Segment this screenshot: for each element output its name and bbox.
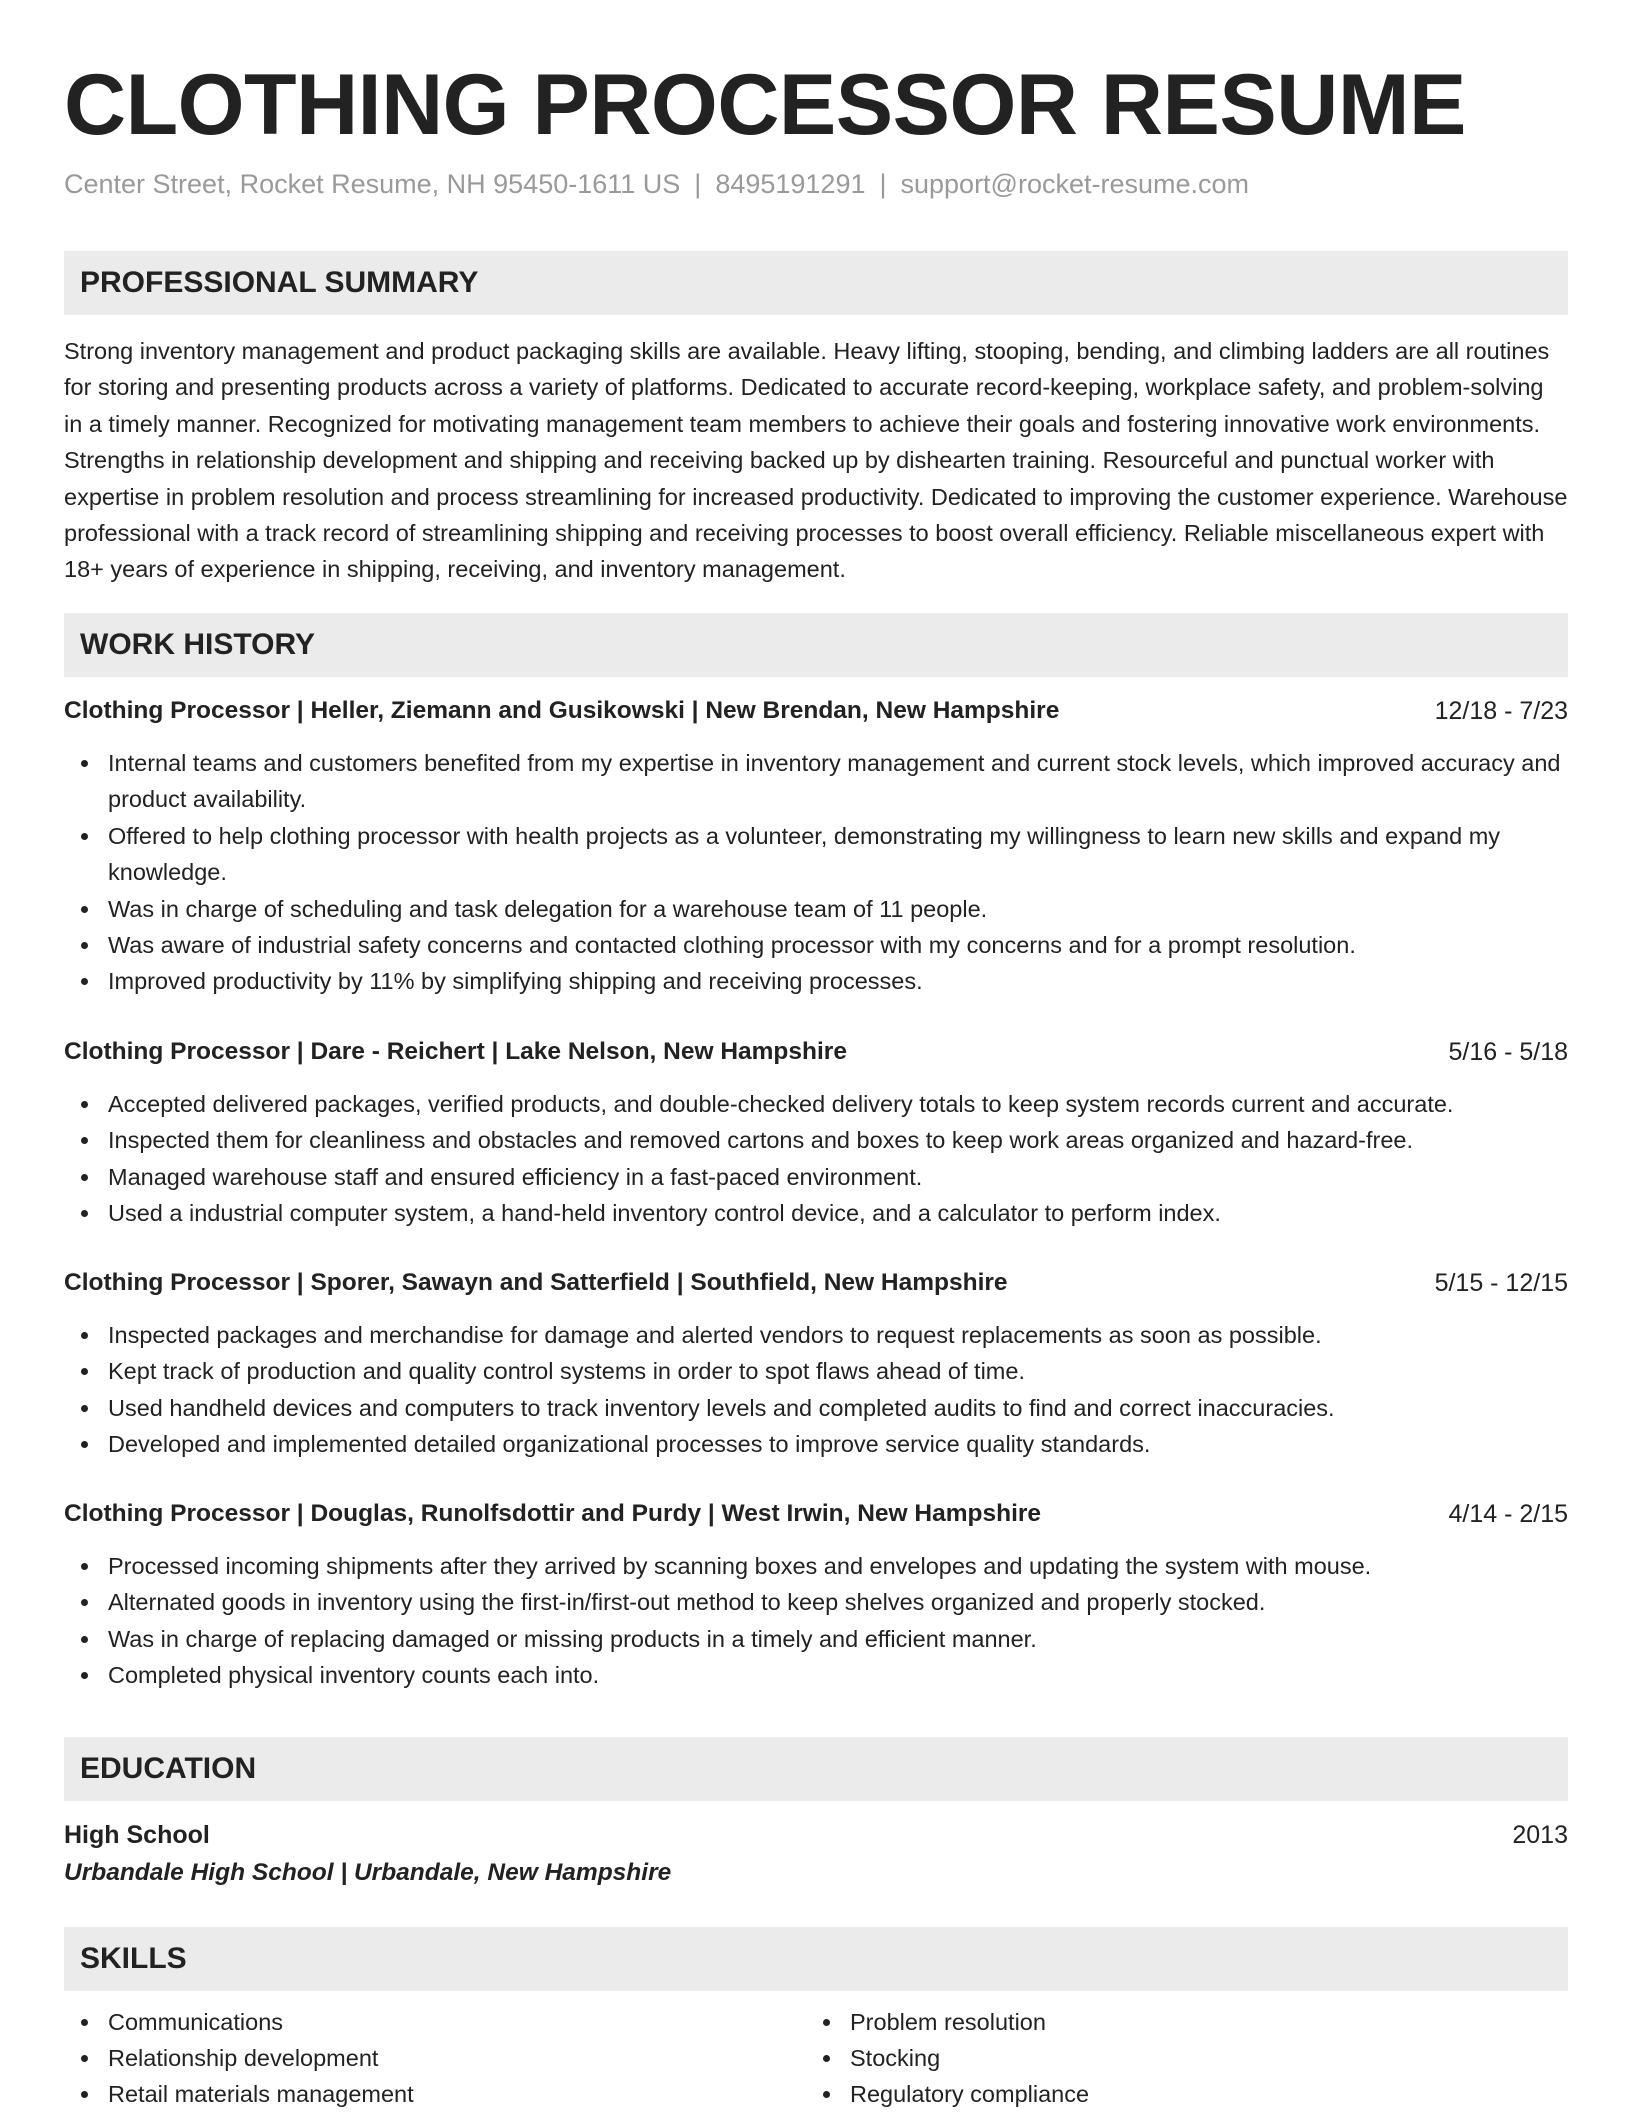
skill-item: Retail materials management xyxy=(108,2076,414,2112)
contact-line xyxy=(64,166,1249,202)
job-entry xyxy=(64,693,1568,1000)
job-header xyxy=(64,693,1568,729)
job-bullet: Internal teams and customers benefited from my expertise in inventory management and current stock levels, which improved accuracy and product availability. xyxy=(108,745,1568,818)
job-bullets xyxy=(64,745,1568,1000)
resume-title: CLOTHING PROCESSOR RESUME xyxy=(64,57,1466,153)
job-bullet: Kept track of production and quality control systems in order to spot flaws ahead of time. xyxy=(108,1353,1568,1389)
job-heading: Clothing Processor | Heller, Ziemann and Gusikowski | New Brendan, New Hampshire xyxy=(64,697,1060,724)
section-header-education xyxy=(64,1737,1568,1801)
job-header xyxy=(64,1265,1568,1301)
skill-item: Communications xyxy=(108,2004,414,2040)
job-dates: 4/14 - 2/15 xyxy=(1448,1500,1568,1528)
job-bullet: Inspected them for cleanliness and obstacles and removed cartons and boxes to keep work areas organized and hazard-free. xyxy=(108,1122,1568,1158)
skills-list-right xyxy=(806,2004,1089,2112)
job-header xyxy=(64,1496,1568,1532)
job-dates: 5/15 - 12/15 xyxy=(1434,1269,1568,1297)
contact-address: Center Street, Rocket Resume, NH 95450-1611 US xyxy=(64,169,681,199)
section-title-education: EDUCATION xyxy=(80,1752,257,1785)
skill-item: Relationship development xyxy=(108,2040,414,2076)
job-header xyxy=(64,1034,1568,1070)
job-bullet: Alternated goods in inventory using the first-in/first-out method to keep shelves organized and properly stocked. xyxy=(108,1584,1568,1620)
job-bullet: Used handheld devices and computers to track inventory levels and completed audits to find and correct inaccuracies. xyxy=(108,1390,1568,1426)
section-header-skills xyxy=(64,1927,1568,1991)
job-bullet: Accepted delivered packages, verified products, and double-checked delivery totals to keep system records current and accurate. xyxy=(108,1086,1568,1122)
job-bullets xyxy=(64,1086,1568,1232)
job-heading: Clothing Processor | Dare - Reichert | Lake Nelson, New Hampshire xyxy=(64,1038,847,1065)
job-bullet: Was in charge of replacing damaged or missing products in a timely and efficient manner. xyxy=(108,1621,1568,1657)
job-heading: Clothing Processor | Sporer, Sawayn and Satterfield | Southfield, New Hampshire xyxy=(64,1269,1008,1296)
job-bullet: Was in charge of scheduling and task delegation for a warehouse team of 11 people. xyxy=(108,891,1568,927)
skill-item: Problem resolution xyxy=(850,2004,1089,2040)
job-entry xyxy=(64,1265,1568,1463)
contact-email: support@rocket-resume.com xyxy=(900,169,1250,199)
job-dates: 12/18 - 7/23 xyxy=(1434,697,1568,725)
job-bullets xyxy=(64,1317,1568,1463)
job-bullet: Improved productivity by 11% by simplifying shipping and receiving processes. xyxy=(108,963,1568,999)
professional-summary-text: Strong inventory management and product packaging skills are available. Heavy lifting, stooping, bending, and climbing ladders are all routines for storing and presenting products across a variety of platforms. Dedicated to accurate record-keeping, workplace safety, and problem-solving in a timely manner. Recognized for motivating management team members to achieve their goals and fostering innovative work environments. Strengths in relationship development and shipping and receiving backed up by dishearten training. Resourceful and punctual worker with expertise in problem resolution and process streamlining for increased productivity. Dedicated to improving the customer experience. Warehouse professional with a track record of streamlining shipping and receiving processes to boost overall efficiency. Reliable miscellaneous expert with 18+ years of experience in shipping, receiving, and inventory management. xyxy=(64,338,1568,583)
skills-list-left xyxy=(64,2004,414,2112)
section-title-summary: PROFESSIONAL SUMMARY xyxy=(80,266,479,299)
job-dates: 5/16 - 5/18 xyxy=(1448,1038,1568,1066)
job-bullet: Managed warehouse staff and ensured efficiency in a fast-paced environment. xyxy=(108,1159,1568,1195)
section-title-skills: SKILLS xyxy=(80,1942,187,1975)
section-header-work xyxy=(64,613,1568,677)
contact-separator: | xyxy=(879,169,887,199)
education-degree: High School xyxy=(64,1821,210,1849)
contact-separator: | xyxy=(694,169,702,199)
job-bullet: Inspected packages and merchandise for damage and alerted vendors to request replacements as soon as possible. xyxy=(108,1317,1568,1353)
section-header-summary xyxy=(64,251,1568,315)
skill-item: Regulatory compliance xyxy=(850,2076,1089,2112)
job-bullet: Offered to help clothing processor with health projects as a volunteer, demonstrating my willingness to learn new skills and expand my knowledge. xyxy=(108,818,1568,891)
job-bullet: Developed and implemented detailed organizational processes to improve service quality standards. xyxy=(108,1426,1568,1462)
job-bullets xyxy=(64,1548,1568,1694)
contact-phone: 8495191291 xyxy=(715,169,866,199)
section-title-work: WORK HISTORY xyxy=(80,628,316,661)
job-bullet: Processed incoming shipments after they arrived by scanning boxes and envelopes and updating the system with mouse. xyxy=(108,1548,1568,1584)
education-year: 2013 xyxy=(1512,1821,1568,1849)
job-entry xyxy=(64,1496,1568,1694)
job-bullet: Was aware of industrial safety concerns and contacted clothing processor with my concerns and for a prompt resolution. xyxy=(108,927,1568,963)
job-bullet: Completed physical inventory counts each into. xyxy=(108,1657,1568,1693)
job-heading: Clothing Processor | Douglas, Runolfsdottir and Purdy | West Irwin, New Hampshire xyxy=(64,1500,1042,1527)
skill-item: Stocking xyxy=(850,2040,1089,2076)
education-school: Urbandale High School | Urbandale, New Hampshire xyxy=(64,1859,672,1886)
job-entry xyxy=(64,1034,1568,1232)
job-bullet: Used a industrial computer system, a hand-held inventory control device, and a calculator to perform index. xyxy=(108,1195,1568,1231)
